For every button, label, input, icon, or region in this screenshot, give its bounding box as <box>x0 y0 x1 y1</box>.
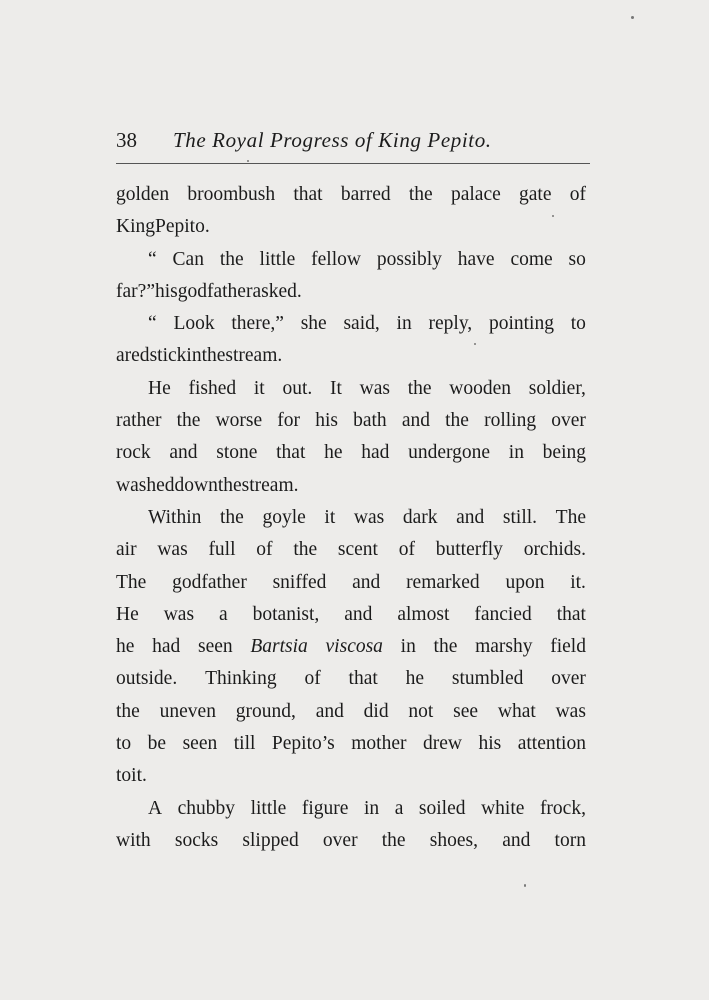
word: soldier, <box>528 377 586 399</box>
word: the <box>381 829 406 851</box>
text-line <box>116 211 586 243</box>
word: stone <box>216 442 258 464</box>
word: that <box>348 668 378 690</box>
word: wooden <box>449 377 512 399</box>
word: outside. <box>116 668 178 690</box>
word: Pepito’s <box>271 733 335 755</box>
word: frock, <box>539 797 586 819</box>
text-line <box>116 825 586 857</box>
word: figure <box>301 797 349 819</box>
word: orchids. <box>523 539 586 561</box>
word: “ <box>148 313 157 335</box>
word: King <box>116 216 155 238</box>
word: being <box>542 442 586 464</box>
word: ” <box>146 280 155 302</box>
word: field <box>550 636 586 658</box>
word: the <box>116 700 140 722</box>
word: the <box>220 506 244 528</box>
word: red <box>124 345 150 367</box>
word: godfather <box>177 280 253 302</box>
word: almost <box>397 603 450 625</box>
text-line <box>116 308 586 340</box>
word: and <box>502 829 531 851</box>
word: worse <box>215 410 263 432</box>
word: Bartsia <box>250 636 308 658</box>
word: of <box>398 539 415 561</box>
page-header <box>116 124 588 156</box>
word: stream. <box>225 345 283 367</box>
running-title: The Royal Progress of King Pepito. <box>173 128 492 152</box>
word: did <box>363 700 389 722</box>
text-line <box>116 340 586 372</box>
word: ? <box>137 280 147 302</box>
word: attention <box>517 733 586 755</box>
text-line <box>116 179 586 211</box>
text-line <box>116 470 586 502</box>
word: He <box>116 603 139 625</box>
word: what <box>497 700 536 722</box>
word: the <box>445 410 469 432</box>
word: little <box>250 797 287 819</box>
word: over <box>551 668 586 690</box>
word: asked. <box>252 280 302 302</box>
word: so <box>568 248 586 270</box>
word: the <box>407 377 432 399</box>
word: viscosa <box>325 636 383 658</box>
word: was <box>163 603 195 625</box>
word: gate <box>519 184 552 205</box>
word: rock <box>116 442 151 464</box>
word: “ <box>148 248 157 270</box>
word: marshy <box>475 636 533 658</box>
word: for <box>277 410 301 432</box>
text-line <box>116 437 586 469</box>
word: in <box>508 442 524 464</box>
word: he <box>405 668 425 690</box>
word: she <box>300 313 327 335</box>
word: that <box>556 603 586 625</box>
word: had <box>361 442 390 464</box>
text-line <box>116 244 586 276</box>
word: He <box>148 377 171 399</box>
paper-speck <box>474 343 476 345</box>
word: the <box>176 410 201 432</box>
word: Thinking <box>205 668 277 690</box>
word: pointing <box>488 313 554 335</box>
word: the <box>201 345 226 367</box>
text-line <box>116 405 586 437</box>
paper-speck <box>631 16 634 19</box>
word: chubby <box>177 797 236 819</box>
text-line <box>116 599 586 631</box>
text-line <box>116 373 586 405</box>
word: said, <box>343 313 380 335</box>
word: be <box>147 733 167 755</box>
word: The <box>116 571 147 593</box>
word: of <box>569 184 586 205</box>
word: air <box>116 539 137 561</box>
word: he <box>116 636 135 658</box>
word: reply, <box>428 313 473 335</box>
word: in <box>364 797 380 819</box>
word: of <box>304 668 321 690</box>
word: shoes, <box>429 829 478 851</box>
word: white <box>481 797 525 819</box>
word: torn <box>554 829 586 851</box>
text-line <box>116 696 586 728</box>
word: his <box>154 280 178 302</box>
word: over <box>322 829 358 851</box>
word: washed <box>116 474 175 496</box>
paper-speck <box>247 160 249 162</box>
word: botanist, <box>252 603 320 625</box>
word: uneven <box>159 700 216 722</box>
word: drew <box>422 733 462 755</box>
word: that <box>293 184 323 205</box>
word: come <box>510 248 553 270</box>
word: and <box>344 603 373 625</box>
word: have <box>457 248 495 270</box>
text-line <box>116 793 586 825</box>
word: soiled <box>418 797 466 819</box>
word: slipped <box>242 829 299 851</box>
word: the <box>217 474 242 496</box>
word: Can <box>172 248 204 270</box>
word: his <box>315 410 338 432</box>
word: down <box>174 474 218 496</box>
word: still. <box>502 506 538 528</box>
word: and <box>352 571 381 593</box>
word: out. <box>282 377 313 399</box>
word: was <box>157 539 188 561</box>
word: he <box>324 442 343 464</box>
word: it <box>253 377 265 399</box>
word: to <box>570 313 586 335</box>
word: rather <box>116 410 162 432</box>
word: and <box>315 700 344 722</box>
word: it. <box>131 765 147 787</box>
word: that <box>276 442 306 464</box>
word: Pepito. <box>155 216 210 238</box>
word: fellow <box>311 248 361 270</box>
word: stick <box>149 345 187 367</box>
word: the <box>433 636 458 658</box>
word: fished <box>188 377 237 399</box>
word: in <box>186 345 202 367</box>
word: it. <box>570 571 586 593</box>
word: seen <box>182 733 218 755</box>
word: A <box>148 797 163 819</box>
word: full <box>208 539 236 561</box>
word: goyle <box>262 506 306 528</box>
word: butterfly <box>435 539 503 561</box>
text-line <box>116 728 586 760</box>
text-line <box>116 567 586 599</box>
word: the <box>408 184 433 205</box>
word: was <box>359 377 390 399</box>
word: socks <box>174 829 219 851</box>
word: a <box>394 797 404 819</box>
word: bath <box>353 410 387 432</box>
word: in <box>400 636 416 658</box>
word: godfather <box>172 571 247 593</box>
paper-speck <box>524 884 526 887</box>
word: was <box>353 506 385 528</box>
word: see <box>453 700 479 722</box>
word: palace <box>450 184 501 205</box>
word: mother <box>351 733 407 755</box>
word: his <box>478 733 502 755</box>
word: was <box>555 700 586 722</box>
text-line <box>116 502 586 534</box>
word: Look <box>173 313 215 335</box>
word: Within <box>148 506 202 528</box>
word: a <box>219 603 228 625</box>
text-line <box>116 663 586 695</box>
word: fancied <box>474 603 532 625</box>
header-rule <box>116 163 590 164</box>
word: to <box>116 733 132 755</box>
word: with <box>116 829 151 851</box>
word: the <box>219 248 244 270</box>
word: sniffed <box>272 571 327 593</box>
text-line <box>116 760 586 792</box>
word: stumbled <box>451 668 524 690</box>
word: barred <box>340 184 391 205</box>
word: and <box>169 442 198 464</box>
word: it <box>324 506 336 528</box>
word: scent <box>337 539 378 561</box>
word: a <box>116 345 125 367</box>
word: stream. <box>241 474 299 496</box>
paper-speck <box>552 215 554 217</box>
text-line <box>116 534 586 566</box>
word: had <box>152 636 181 658</box>
word: and <box>456 506 485 528</box>
page-number: 38 <box>116 128 137 152</box>
word: The <box>555 506 586 528</box>
word: rolling <box>484 410 537 432</box>
word: It <box>329 377 342 399</box>
word: far <box>116 280 138 302</box>
word: little <box>259 248 296 270</box>
text-line <box>116 631 586 663</box>
word: golden <box>116 184 170 205</box>
word: undergone <box>408 442 491 464</box>
word: ground, <box>235 700 296 722</box>
word: in <box>396 313 412 335</box>
word: till <box>233 733 256 755</box>
word: of <box>256 539 273 561</box>
word: upon <box>505 571 545 593</box>
word: dark <box>402 506 438 528</box>
word: possibly <box>376 248 442 270</box>
word: there,” <box>231 313 284 335</box>
word: and <box>401 410 430 432</box>
body-text <box>116 179 586 857</box>
word: not <box>408 700 434 722</box>
word: to <box>116 765 132 787</box>
word: seen <box>198 636 233 658</box>
word: over <box>551 410 586 432</box>
word: the <box>293 539 318 561</box>
text-line <box>116 276 586 308</box>
word: remarked <box>406 571 480 593</box>
word: broombush <box>187 184 276 205</box>
